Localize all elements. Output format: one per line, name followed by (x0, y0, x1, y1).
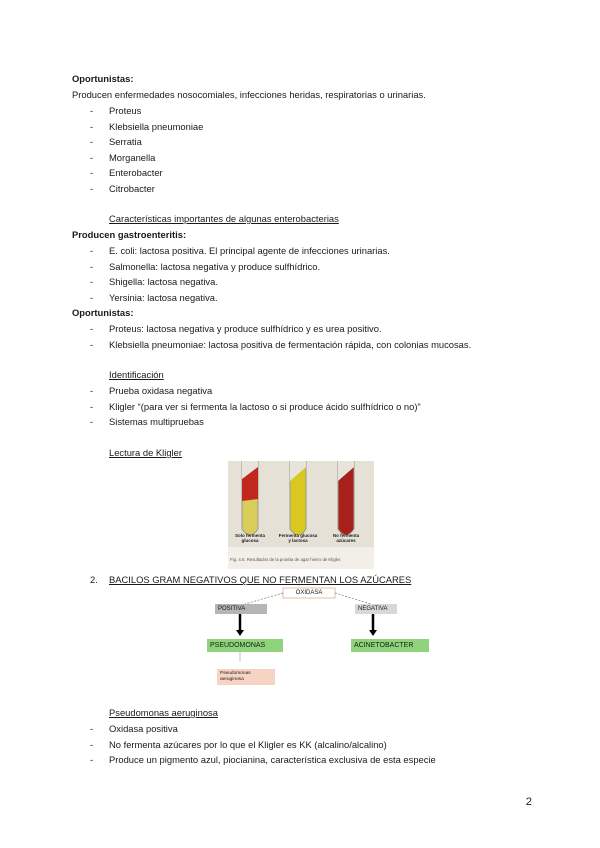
list-item: Enterobacter (109, 167, 163, 178)
bullet-dash: - (90, 339, 94, 350)
list-item: Salmonella: lactosa negativa y produce sulfhídrico. (109, 261, 321, 272)
list-item: Shigella: lactosa negativa. (109, 276, 218, 287)
list-item: Yersinia: lactosa negativa. (109, 292, 218, 303)
list-item: E. coli: lactosa positiva. El principal agente de infecciones urinarias. (109, 245, 390, 256)
bullet-dash: - (90, 401, 94, 412)
list-item: Klebsiella pneumoniae (109, 121, 204, 132)
acinetobacter-box: ACINETOBACTER (351, 639, 429, 652)
oxidasa-box: OXIDASA (295, 590, 323, 596)
bullet-dash: - (90, 261, 94, 272)
positiva-box: POSITIVA (215, 604, 267, 614)
bullet-dash: - (90, 385, 94, 396)
heading-gastroenteritis: Producen gastroenteritis: (72, 229, 187, 240)
bullet-dash: - (90, 416, 94, 427)
kligler-photo (228, 461, 374, 569)
list-item: Sistemas multipruebas (109, 416, 204, 427)
bullet-dash: - (90, 183, 94, 194)
list-item: Kligler “(para ver si fermenta la lactoso o si produce ácido sulfhídrico o no)” (109, 401, 421, 412)
list-item: Klebsiella pneumoniae: lactosa positiva de fermentación rápida, con colonias mucosas. (109, 339, 472, 350)
list-item: Citrobacter (109, 183, 155, 194)
list-item: No fermenta azúcares por lo que el Kligler es KK (alcalino/alcalino) (109, 739, 387, 750)
list-item: Serratia (109, 136, 142, 147)
list-item: Morganella (109, 152, 156, 163)
bullet-dash: - (90, 136, 94, 147)
bullet-dash: - (90, 105, 94, 116)
section-title: BACILOS GRAM NEGATIVOS QUE NO FERMENTAN LOS AZÚCARES (109, 574, 412, 585)
kligler-tubes-illustration (228, 461, 374, 569)
section-title: Características importantes de algunas enterobacterias (109, 213, 339, 224)
bullet-dash: - (90, 245, 94, 256)
tube-label: No fermenta azúcares (332, 533, 360, 543)
list-item: Prueba oxidasa negativa (109, 385, 213, 396)
section-title: Pseudomonas aeruginosa (109, 707, 218, 718)
bullet-dash: - (90, 292, 94, 303)
bullet-dash: - (90, 121, 94, 132)
section-number: 2. (90, 574, 98, 585)
figure-caption: Fig. 4.5. Resultados de la prueba de agar hierro de Kligler. (230, 557, 342, 562)
list-item: Proteus (109, 105, 142, 116)
pseudomonas-box: PSEUDOMONAS (207, 639, 283, 652)
bullet-dash: - (90, 323, 94, 334)
aeruginosa-box: Pseudomonas aeruginosa (217, 669, 275, 685)
heading-oportunistas: Oportunistas: (72, 73, 134, 84)
bullet-dash: - (90, 739, 94, 750)
negativa-box: NEGATIVA (355, 604, 397, 614)
page-number: 2 (525, 796, 532, 808)
bullet-dash: - (90, 152, 94, 163)
tube-label: Fermenta glucosa y lactosa (278, 533, 318, 543)
tube-label: Solo fermenta glucosa (234, 533, 265, 543)
intro-text: Producen enfermedades nosocomiales, infecciones heridas, respiratorias o urinarias. (72, 89, 426, 100)
list-item: Produce un pigmento azul, piocianina, característica exclusiva de esta especie (109, 754, 436, 765)
section-title: Identificación (109, 369, 164, 380)
bullet-dash: - (90, 167, 94, 178)
list-item: Proteus: lactosa negativa y produce sulfhídrico y es urea positivo. (109, 323, 382, 334)
bullet-dash: - (90, 754, 94, 765)
bullet-dash: - (90, 276, 94, 287)
classification-diagram (205, 586, 435, 688)
bullet-dash: - (90, 723, 94, 734)
heading-oportunistas-2: Oportunistas: (72, 307, 134, 318)
list-item: Oxidasa positiva (109, 723, 178, 734)
section-title: Lectura de Kligler (109, 447, 182, 458)
